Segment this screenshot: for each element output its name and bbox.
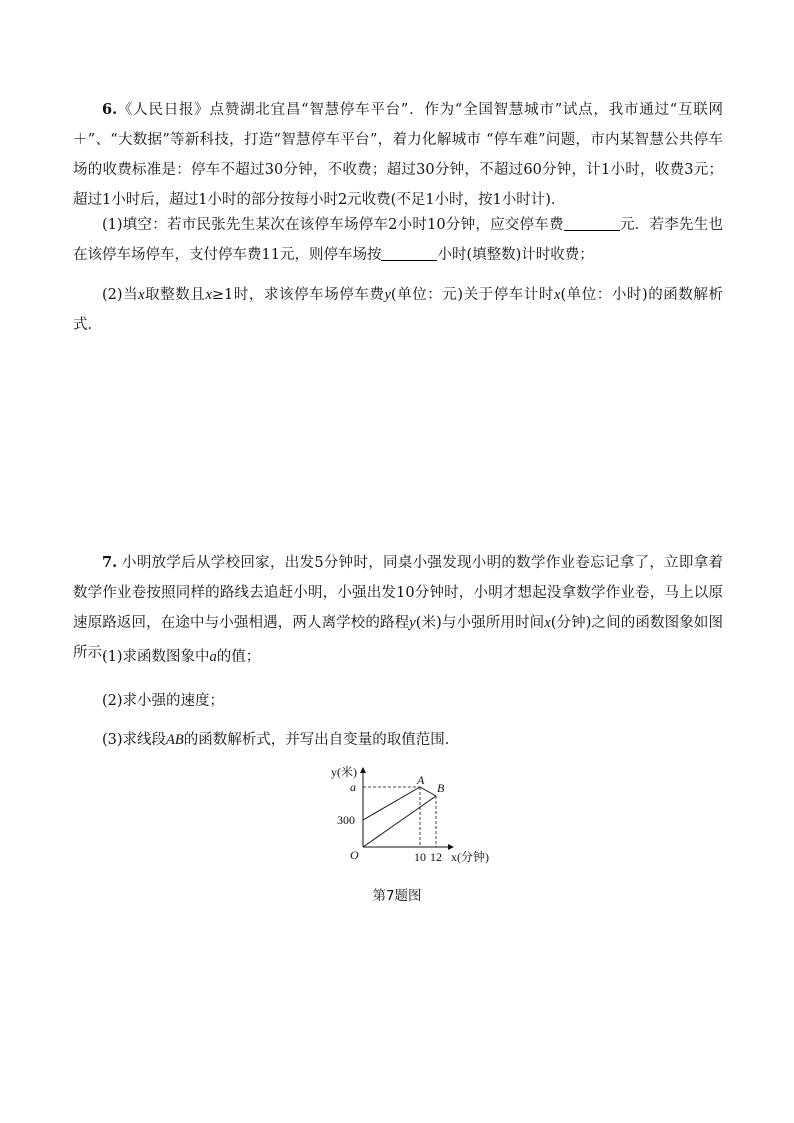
q7-part2 [73, 686, 723, 716]
var-a: a [209, 649, 217, 665]
var-y: y [384, 287, 391, 303]
q7-part3-text-a: (3)求线段 [102, 732, 167, 748]
q7-part3 [73, 725, 723, 755]
point-a-label: A [417, 773, 425, 787]
q6-number: 6. [102, 101, 118, 118]
q7-stem-text-c: (分钟)之间的函数图象如图所示． [73, 615, 723, 661]
label-a: a [350, 780, 356, 794]
q6-part2-text-a: (2)当 [102, 287, 139, 303]
point-b-label: B [437, 781, 445, 795]
y-axis-label: y(米) [331, 765, 357, 779]
x-axis-label: x(分钟) [451, 850, 489, 864]
q7-part2-text: (2)求小强的速度； [102, 693, 225, 709]
q6-stem-text: 《人民日报》点赞湖北宜昌“智慧停车平台”．作为“全国智慧城市”试点，我市通过“互联网＋”、“大数据”等新科技，打造“智慧停车平台”，着力化解城市 “停车难”问题，市内某智慧公共停车场的收费标准是：停车不超过30分钟，不收费；超过30分钟，不超过60分钟，计1小时，收费3元；超过1小时后，超过1小时的部分按每小时2元收费(不足1小时，按1小时计)． [73, 102, 723, 208]
q6-part2-text-c: ≥1时，求该停车场停车费 [211, 287, 385, 303]
segment-ab-line [420, 787, 436, 796]
q7-part3-text-b: 的函数解析式，并写出自变量的取值范围． [183, 732, 460, 748]
segment-ab: AB [166, 732, 184, 748]
q6-part1 [73, 210, 723, 270]
q6-part1-text-a: (1)填空：若市民张先生某次在该停车场停车2小时10分钟，应交停车费 [102, 217, 564, 233]
q6-part2-text-e: (单位：小时)的函数解析式． [73, 287, 723, 333]
q6-part1-text-c: 小时(填整数)计时收费； [437, 247, 594, 263]
xiaoming-line [363, 787, 420, 820]
q7-stem-text-b: (米)与小强所用时间 [415, 615, 545, 631]
figure-caption: 第7题图 [372, 888, 422, 904]
label-origin: O [350, 848, 359, 862]
q7-number: 7. [102, 554, 118, 571]
var-x: x [205, 287, 212, 303]
answer-blank-1[interactable] [564, 216, 620, 231]
q6-part2-text-b: 取整数且 [144, 287, 206, 303]
label-300: 300 [337, 813, 355, 827]
q7-part1-text-b: 的值； [216, 649, 261, 665]
q7-stem-text-a: 小明放学后从学校回家，出发5分钟时，同桌小强发现小明的数学作业卷忘记拿了，立即拿着数学作业卷按照同样的路线去追赶小明，小强出发10分钟时，小明才想起没拿数学作业卷，马上以原速原路返回，在途中与小强相遇，两人离学校的路程 [73, 555, 723, 631]
label-10: 10 [414, 850, 426, 864]
var-x: x [554, 287, 561, 303]
var-x: x [544, 615, 551, 631]
q6-part2 [73, 280, 723, 340]
q6-part1-text-b: 元．若李先生也在该停车场停车，支付停车费11元，则停车场按 [73, 217, 724, 263]
var-y: y [409, 615, 416, 631]
var-x: x [138, 287, 145, 303]
q6-stem [73, 95, 723, 215]
q7-function-graph [325, 762, 505, 872]
q6-part2-text-d: (单位：元)关于停车计时 [390, 287, 555, 303]
q7-part1 [73, 642, 723, 672]
q7-part1-text-a: (1)求函数图象中 [102, 649, 210, 665]
answer-blank-2[interactable] [381, 246, 437, 261]
xiaoqiang-line [363, 796, 436, 847]
label-12: 12 [430, 850, 442, 864]
